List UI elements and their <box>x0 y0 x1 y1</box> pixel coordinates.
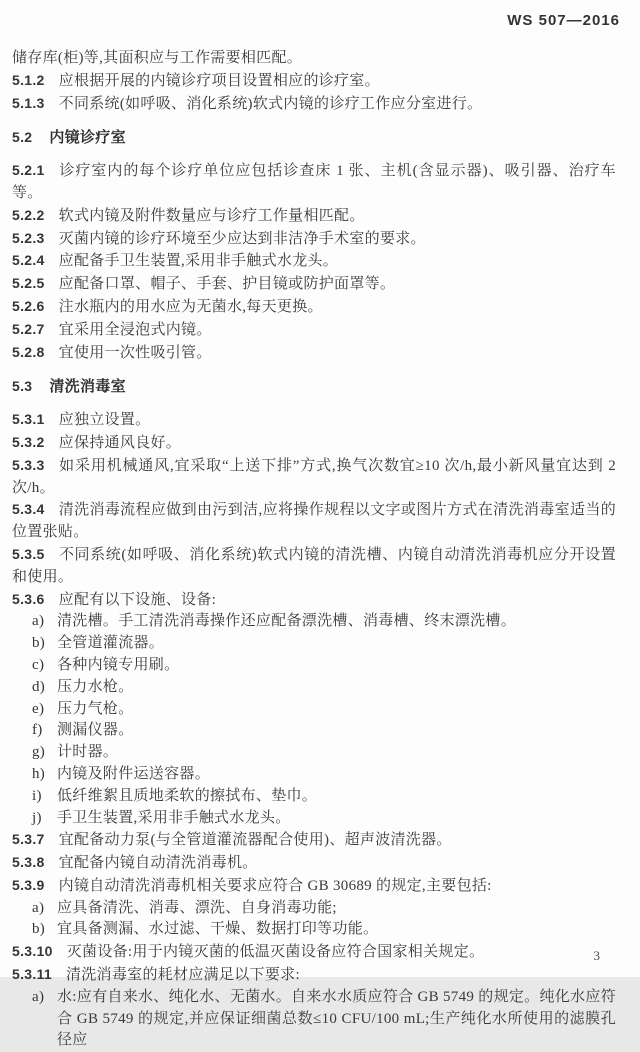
clause-text: 储存库(柜)等,其面积应与工作需要相匹配。 <box>12 50 303 66</box>
clause-text: 低纤维絮且质地柔软的擦拭布、垫巾。 <box>57 787 318 804</box>
clause-text: 应独立设置。 <box>58 412 151 429</box>
clause-text: 不同系统(如呼吸、消化系统)软式内镜的清洗槽、内镜自动清洗消毒机应分开设置和使用。 <box>12 546 616 585</box>
clause-text: 应配有以下设施、设备: <box>58 591 217 608</box>
clause-number: 5.3.7 <box>12 831 45 848</box>
clause-number: 5.3.2 <box>12 433 45 450</box>
clause-text: 内镜及附件运送容器。 <box>57 765 211 782</box>
list-item-letter: b) <box>32 635 46 652</box>
clause-paragraph <box>12 499 616 544</box>
clause-text: 计时器。 <box>57 744 119 761</box>
clause-text: 内镜诊疗室 <box>49 130 126 147</box>
clause-text: 清洗消毒室的耗材应满足以下要求: <box>65 967 300 984</box>
clause-text: 清洗消毒室 <box>49 379 126 396</box>
list-item-letter: h) <box>32 765 46 782</box>
clause-text: 测漏仪器。 <box>57 722 134 739</box>
clause-number: 5.2.4 <box>12 252 45 269</box>
list-item <box>12 633 616 655</box>
clause-text: 灭菌设备:用于内镜灭菌的低温灭菌设备应符合国家相关规定。 <box>66 944 485 961</box>
clause-paragraph <box>12 296 616 319</box>
clause-text: 全管道灌流器。 <box>57 635 165 652</box>
clause-text: 宜配备动力泵(与全管道灌流器配合使用)、超声波清洗器。 <box>58 832 452 849</box>
list-item <box>12 898 616 920</box>
clause-number: 5.2.7 <box>12 320 45 337</box>
clause-text: 手卫生装置,采用非手触式水龙头。 <box>57 809 291 826</box>
clause-text: 软式内镜及附件数量应与诊疗工作量相匹配。 <box>58 207 365 224</box>
clause-number: 5.3.6 <box>12 590 45 607</box>
clause-text: 如采用机械通风,宜采取“上送下排”方式,换气次数宜≥10 次/h,最小新风量宜达到 2 次/h。 <box>12 457 616 496</box>
clause-paragraph <box>12 455 616 500</box>
clause-number: 5.3.3 <box>12 456 45 473</box>
clause-text: 压力水枪。 <box>57 678 134 695</box>
clause-paragraph <box>12 409 616 432</box>
clause-number: 5.2.3 <box>12 229 45 246</box>
clause-text: 各种内镜专用刷。 <box>57 656 180 673</box>
list-item <box>12 742 616 764</box>
clause-number: 5.1.3 <box>12 94 45 111</box>
list-item-letter: a) <box>32 899 45 916</box>
list-item-letter: a) <box>32 988 45 1005</box>
clause-text: 应配备口罩、帽子、手套、护目镜或防护面罩等。 <box>58 276 396 293</box>
list-item <box>12 786 616 808</box>
clause-paragraph <box>12 205 616 228</box>
clause-text: 宜配备内镜自动清洗消毒机。 <box>58 855 258 872</box>
list-item <box>12 808 616 830</box>
clause-number: 5.2.2 <box>12 206 45 223</box>
clause-number: 5.2.5 <box>12 275 45 292</box>
clause-number: 5.3.1 <box>12 411 45 428</box>
clause-text: 应根据开展的内镜诊疗项目设置相应的诊疗室。 <box>58 72 380 89</box>
clause-number: 5.2.1 <box>12 162 45 179</box>
list-item-letter: a) <box>32 613 45 630</box>
clause-number: 5.3 <box>12 378 33 395</box>
clause-text: 应具备清洗、消毒、漂洗、自身消毒功能; <box>57 899 337 916</box>
section-heading <box>12 376 616 399</box>
clause-paragraph <box>12 589 616 612</box>
clause-paragraph <box>12 544 616 589</box>
clause-paragraph <box>12 941 616 964</box>
clause-text: 宜具备测漏、水过滤、干燥、数据打印等功能。 <box>57 921 379 938</box>
clause-number: 5.1.2 <box>12 71 45 88</box>
clause-paragraph <box>12 160 616 205</box>
list-item-letter: i) <box>32 787 42 804</box>
clause-number: 5.3.8 <box>12 854 45 871</box>
clause-paragraph <box>12 48 616 70</box>
clause-number: 5.3.9 <box>12 876 45 893</box>
clause-number: 5.2 <box>12 129 33 146</box>
clause-text: 应配备手卫生装置,采用非手触式水龙头。 <box>58 253 339 270</box>
clause-text: 宜使用一次性吸引管。 <box>58 344 212 361</box>
list-item-letter: g) <box>32 744 46 761</box>
list-item-letter: f) <box>32 722 43 739</box>
clause-text: 灭菌内镜的诊疗环境至少应达到非洁净手术室的要求。 <box>58 230 426 247</box>
clause-number: 5.3.11 <box>12 966 52 983</box>
clause-paragraph <box>12 250 616 273</box>
list-item-letter: e) <box>32 700 45 717</box>
list-item <box>12 677 616 699</box>
clause-text: 水:应有自来水、纯化水、无菌水。自来水水质应符合 GB 5749 的规定。纯化水应符合 GB 5749 的规定,并应保证细菌总数≤10 CFU/100 mL;生产纯化水所使用的滤膜孔径应 <box>57 988 616 1049</box>
clause-paragraph <box>12 342 616 365</box>
clause-text: 诊疗室内的每个诊疗单位应包括诊查床 1 张、主机(含显示器)、吸引器、治疗车等。 <box>12 163 616 201</box>
document-body <box>12 48 616 1052</box>
section-heading <box>12 127 616 150</box>
list-item <box>12 720 616 742</box>
list-item-letter: d) <box>32 678 46 695</box>
clause-number: 5.3.10 <box>12 943 53 960</box>
list-item-letter: j) <box>32 809 42 826</box>
clause-paragraph <box>12 228 616 251</box>
list-item <box>12 987 616 1052</box>
clause-paragraph <box>12 964 616 987</box>
clause-number: 5.2.8 <box>12 343 45 360</box>
clause-text: 清洗槽。手工清洗消毒操作还应配备漂洗槽、消毒槽、终末漂洗槽。 <box>57 613 517 630</box>
clause-text: 宜采用全浸泡式内镜。 <box>58 321 212 338</box>
clause-paragraph <box>12 875 616 898</box>
clause-paragraph <box>12 852 616 875</box>
list-item <box>12 919 616 941</box>
clause-paragraph <box>12 829 616 852</box>
clause-text: 压力气枪。 <box>57 700 134 717</box>
clause-paragraph <box>12 70 616 93</box>
list-item <box>12 611 616 633</box>
list-item-letter: c) <box>32 656 45 673</box>
list-item <box>12 655 616 677</box>
standard-number: WS 507—2016 <box>507 12 620 29</box>
clause-number: 5.3.4 <box>12 501 45 518</box>
clause-paragraph <box>12 319 616 342</box>
clause-paragraph <box>12 432 616 455</box>
clause-paragraph <box>12 273 616 296</box>
clause-number: 5.2.6 <box>12 297 45 314</box>
clause-text: 应保持通风良好。 <box>58 434 182 451</box>
list-item <box>12 764 616 786</box>
page-number: 3 <box>593 948 600 963</box>
clause-text: 不同系统(如呼吸、消化系统)软式内镜的诊疗工作应分室进行。 <box>58 95 483 112</box>
list-item-letter: b) <box>32 921 46 938</box>
clause-paragraph <box>12 93 616 116</box>
clause-text: 内镜自动清洗消毒机相关要求应符合 GB 30689 的规定,主要包括: <box>58 877 492 894</box>
clause-text: 清洗消毒流程应做到由污到洁,应将操作规程以文字或图片方式在清洗消毒室适当的位置张贴。 <box>12 502 616 541</box>
clause-text: 注水瓶内的用水应为无菌水,每天更换。 <box>58 298 323 315</box>
clause-number: 5.3.5 <box>12 545 45 562</box>
list-item <box>12 699 616 721</box>
